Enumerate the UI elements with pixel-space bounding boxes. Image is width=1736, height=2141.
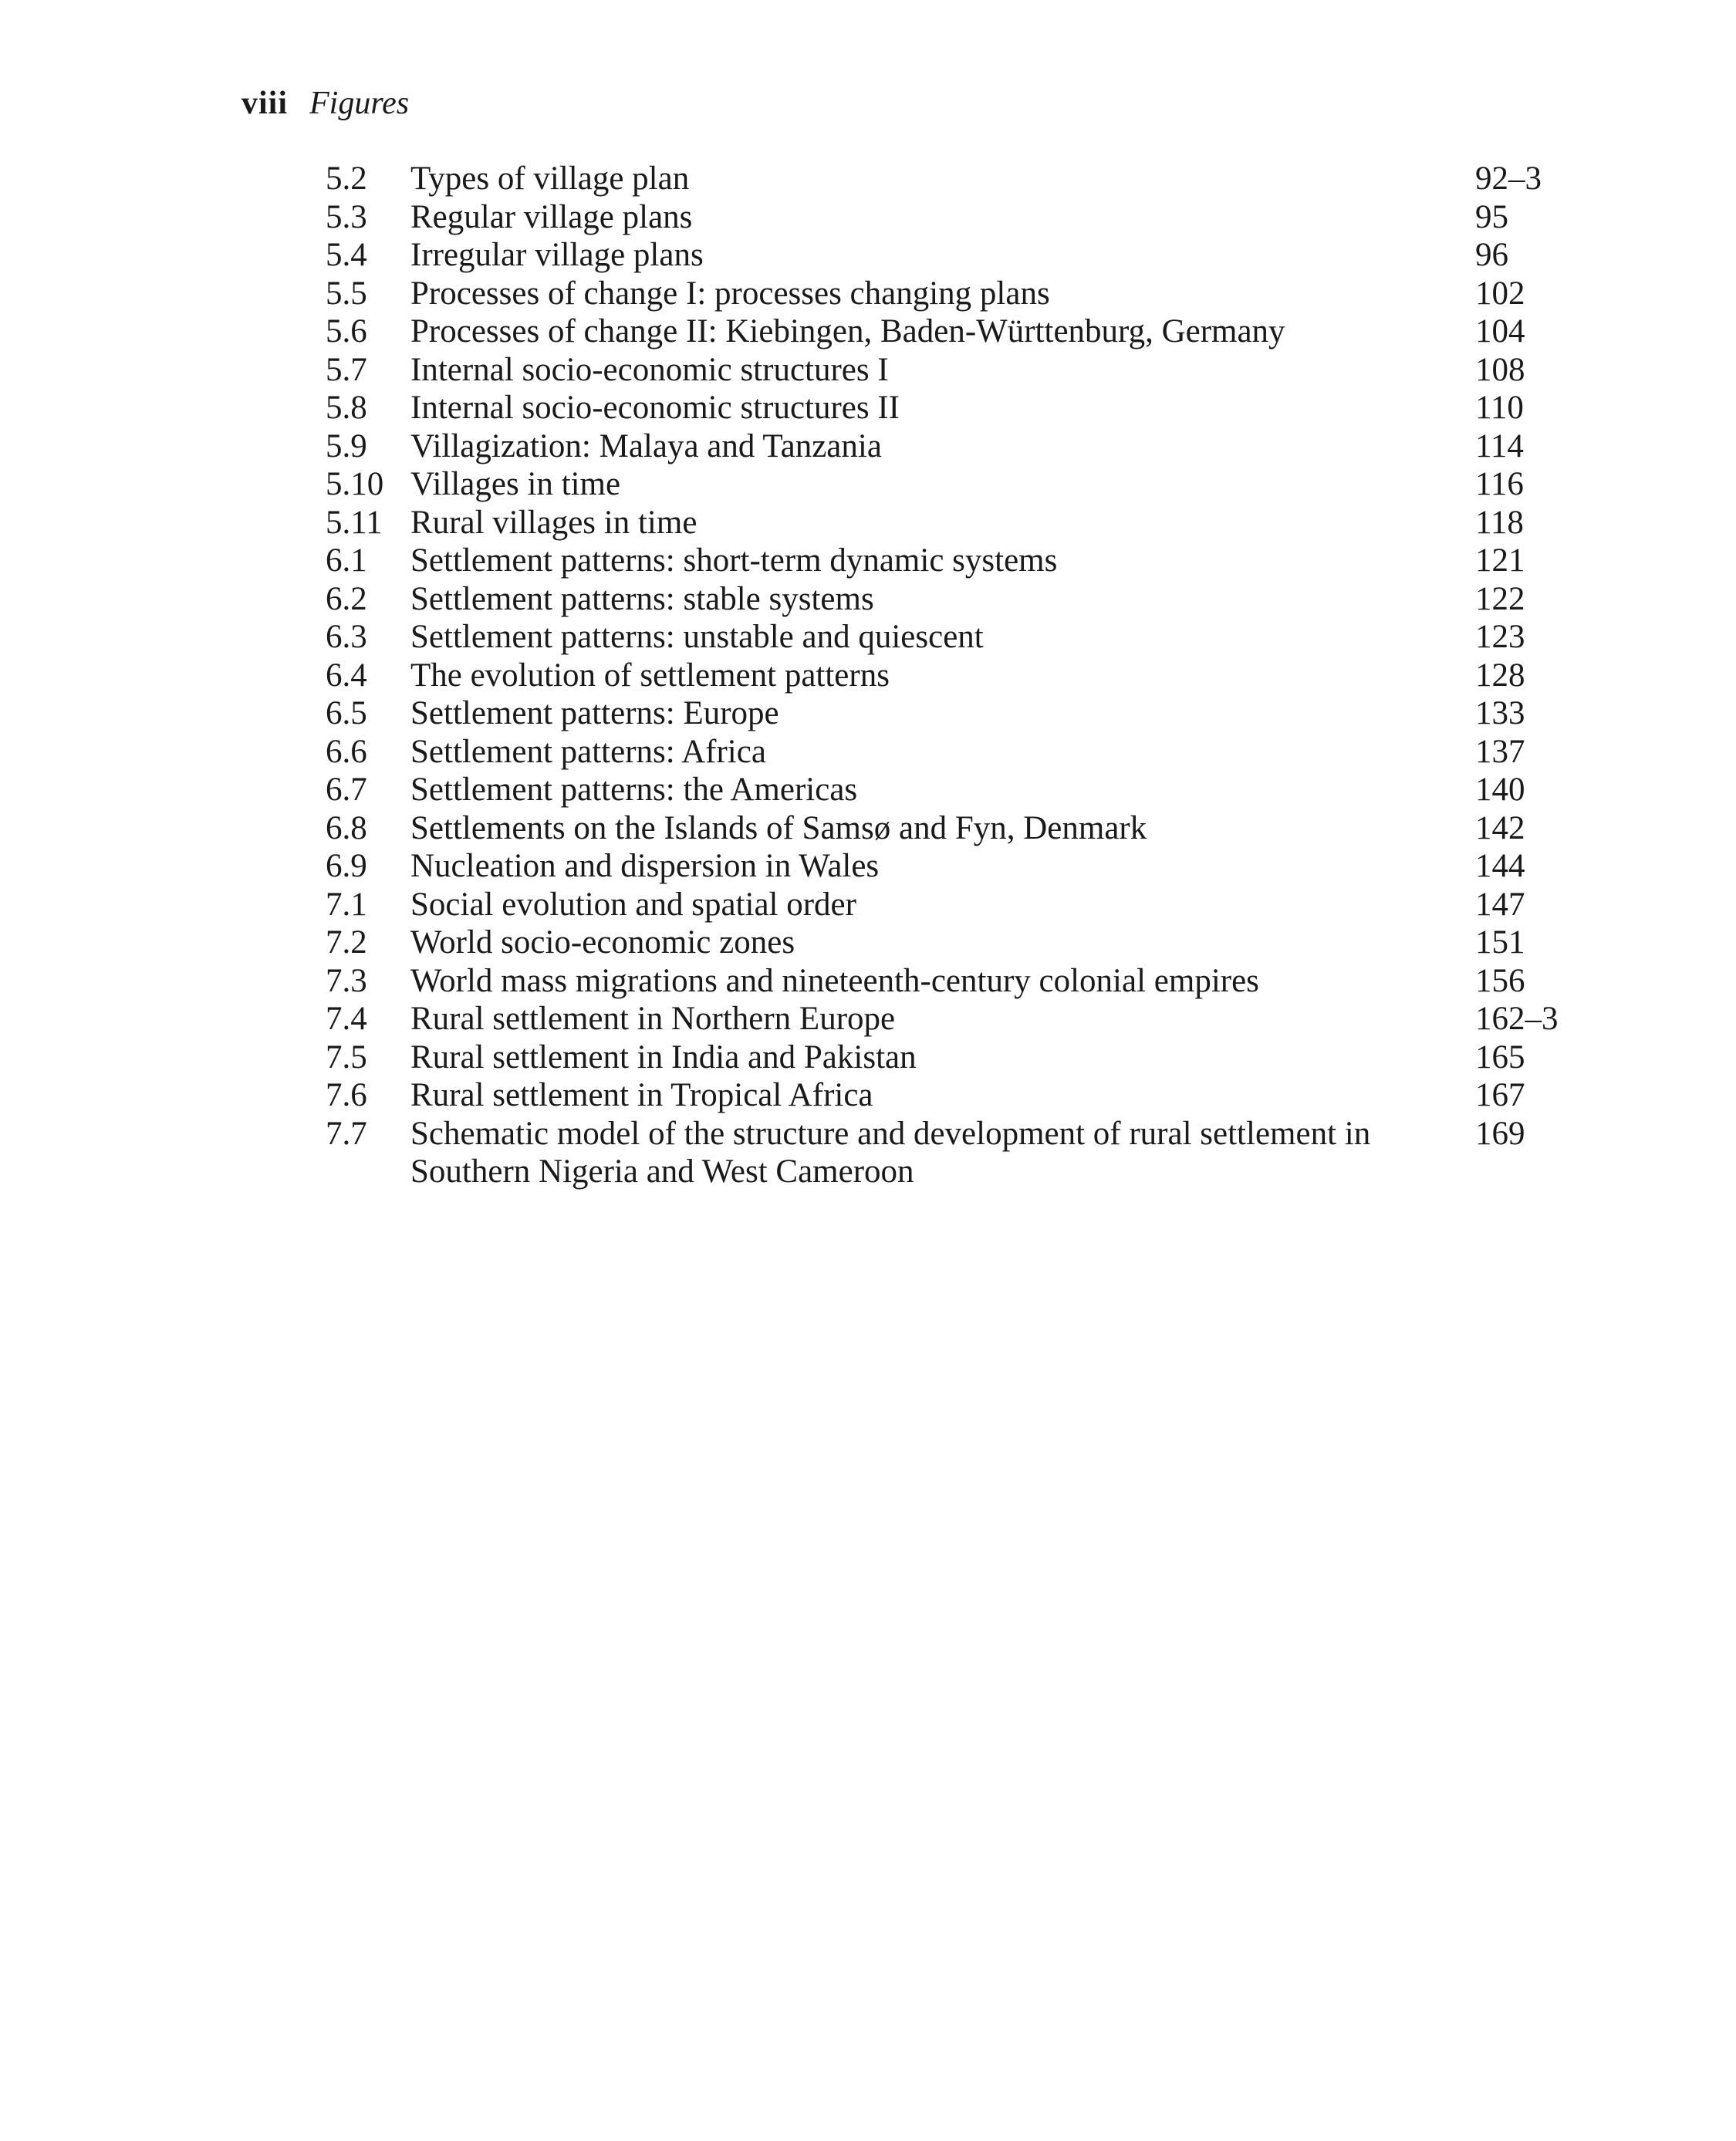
figure-entry (326, 198, 1560, 237)
figure-page: 110 (1475, 390, 1524, 426)
figure-entry (326, 618, 1560, 657)
figure-page: 114 (1475, 427, 1524, 464)
figure-title: Settlement patterns: short-term dynamic systems (410, 542, 1058, 579)
figure-page: 95 (1475, 198, 1508, 235)
figure-number: 5.6 (326, 313, 367, 350)
figure-number: 6.2 (326, 580, 367, 617)
figure-number: 6.3 (326, 619, 367, 655)
figure-number: 5.5 (326, 275, 367, 312)
figure-number: 6.7 (326, 772, 367, 808)
figure-title: Rural villages in time (410, 504, 697, 541)
figure-page: 140 (1475, 772, 1525, 808)
figure-number: 5.2 (326, 160, 367, 197)
figure-page: 108 (1475, 351, 1525, 388)
figure-title: Internal socio-economic structures II (410, 390, 900, 426)
figure-entry (326, 924, 1560, 962)
figure-page: 118 (1475, 504, 1524, 541)
figure-title: Social evolution and spatial order (410, 886, 856, 923)
figure-title: Rural settlement in Northern Europe (410, 1001, 896, 1037)
figure-entry (326, 351, 1560, 390)
figure-title: Settlement patterns: unstable and quiescent (410, 619, 984, 655)
figure-number: 5.9 (326, 427, 367, 464)
figure-entry (326, 1115, 1560, 1191)
figure-entry (326, 1038, 1560, 1077)
figure-number: 5.11 (326, 504, 383, 541)
figure-title: The evolution of settlement patterns (410, 657, 890, 694)
figure-entry (326, 312, 1560, 351)
figure-entry (326, 160, 1560, 198)
figure-title: Nucleation and dispersion in Wales (410, 848, 880, 884)
figure-title: World socio-economic zones (410, 924, 795, 961)
figure-entry (326, 886, 1560, 924)
figure-entry (326, 580, 1560, 619)
figure-entry (326, 657, 1560, 695)
figure-page: 162–3 (1475, 1001, 1559, 1037)
running-head (241, 83, 409, 123)
figure-page: 116 (1475, 466, 1524, 502)
figure-entry (326, 694, 1560, 733)
figure-entry (326, 847, 1560, 886)
figure-entry (326, 771, 1560, 809)
figure-title: Settlement patterns: Africa (410, 733, 766, 770)
figure-number: 5.4 (326, 237, 367, 273)
figure-page: 121 (1475, 542, 1525, 579)
figure-title: Settlement patterns: the Americas (410, 772, 858, 808)
figure-number: 7.3 (326, 962, 367, 999)
figure-title: Irregular village plans (410, 237, 704, 273)
figure-page: 167 (1475, 1077, 1525, 1113)
figure-title: Regular village plans (410, 198, 693, 235)
figure-page: 96 (1475, 237, 1508, 273)
figure-list (326, 160, 1560, 1191)
figure-number: 6.6 (326, 733, 367, 770)
figure-entry (326, 275, 1560, 313)
figure-page: 151 (1475, 924, 1525, 961)
figure-page: 92–3 (1475, 160, 1542, 197)
figure-title: Rural settlement in India and Pakistan (410, 1038, 917, 1076)
figure-entry (326, 733, 1560, 772)
page-number: viii (241, 86, 289, 121)
figure-page: 165 (1475, 1038, 1525, 1076)
figure-title: Villages in time (410, 466, 621, 502)
figure-number: 6.8 (326, 809, 367, 846)
figure-title: Villagization: Malaya and Tanzania (410, 427, 882, 464)
figure-title: Processes of change I: processes changing plans (410, 275, 1050, 312)
figure-page: 102 (1475, 275, 1525, 312)
figure-page: 147 (1475, 886, 1525, 923)
figure-entry (326, 962, 1560, 1001)
figure-number: 7.1 (326, 886, 367, 923)
figure-page: 137 (1475, 733, 1525, 770)
figure-title: Settlement patterns: stable systems (410, 580, 874, 617)
figure-page: 104 (1475, 313, 1525, 350)
figure-entry (326, 504, 1560, 542)
figure-title: Rural settlement in Tropical Africa (410, 1077, 873, 1113)
figure-number: 6.4 (326, 657, 367, 694)
figure-number: 5.7 (326, 351, 367, 388)
figure-page: 123 (1475, 619, 1525, 655)
figure-number: 6.1 (326, 542, 367, 579)
figure-title: World mass migrations and nineteenth-century colonial empires (410, 962, 1259, 999)
figure-page: 133 (1475, 695, 1525, 731)
figure-page: 142 (1475, 809, 1525, 846)
figure-title: Settlement patterns: Europe (410, 695, 779, 731)
figure-entry (326, 389, 1560, 427)
figure-title: Types of village plan (410, 160, 690, 197)
figure-number: 5.8 (326, 390, 367, 426)
figure-title: Processes of change II: Kiebingen, Baden-Württenburg, Germany (410, 313, 1285, 350)
figure-number: 6.5 (326, 695, 367, 731)
figure-page: 128 (1475, 657, 1525, 694)
figure-number: 7.7 (326, 1115, 367, 1152)
figure-number: 7.4 (326, 1001, 367, 1037)
figure-number: 7.6 (326, 1077, 367, 1113)
figure-page: 144 (1475, 848, 1525, 884)
figure-title: Internal socio-economic structures I (410, 351, 889, 388)
figure-number: 6.9 (326, 848, 367, 884)
figure-page: 122 (1475, 580, 1525, 617)
figure-entry (326, 236, 1560, 275)
figure-entry (326, 465, 1560, 504)
figure-number: 5.10 (326, 466, 384, 502)
figure-entry (326, 542, 1560, 580)
figure-number: 7.2 (326, 924, 367, 961)
figure-number: 7.5 (326, 1038, 367, 1076)
figure-entry (326, 1000, 1560, 1038)
figure-page: 169 (1475, 1115, 1525, 1152)
figure-entry (326, 809, 1560, 848)
figure-page: 156 (1475, 962, 1525, 999)
figure-number: 5.3 (326, 198, 367, 235)
figure-title: Settlements on the Islands of Samsø and Fyn, Denmark (410, 809, 1147, 846)
figure-title: Schematic model of the structure and development of rural settlement in Southern Nigeria and West Cameroon (410, 1115, 1371, 1190)
figure-entry (326, 427, 1560, 466)
figure-entry (326, 1076, 1560, 1115)
section-title: Figures (309, 86, 410, 121)
